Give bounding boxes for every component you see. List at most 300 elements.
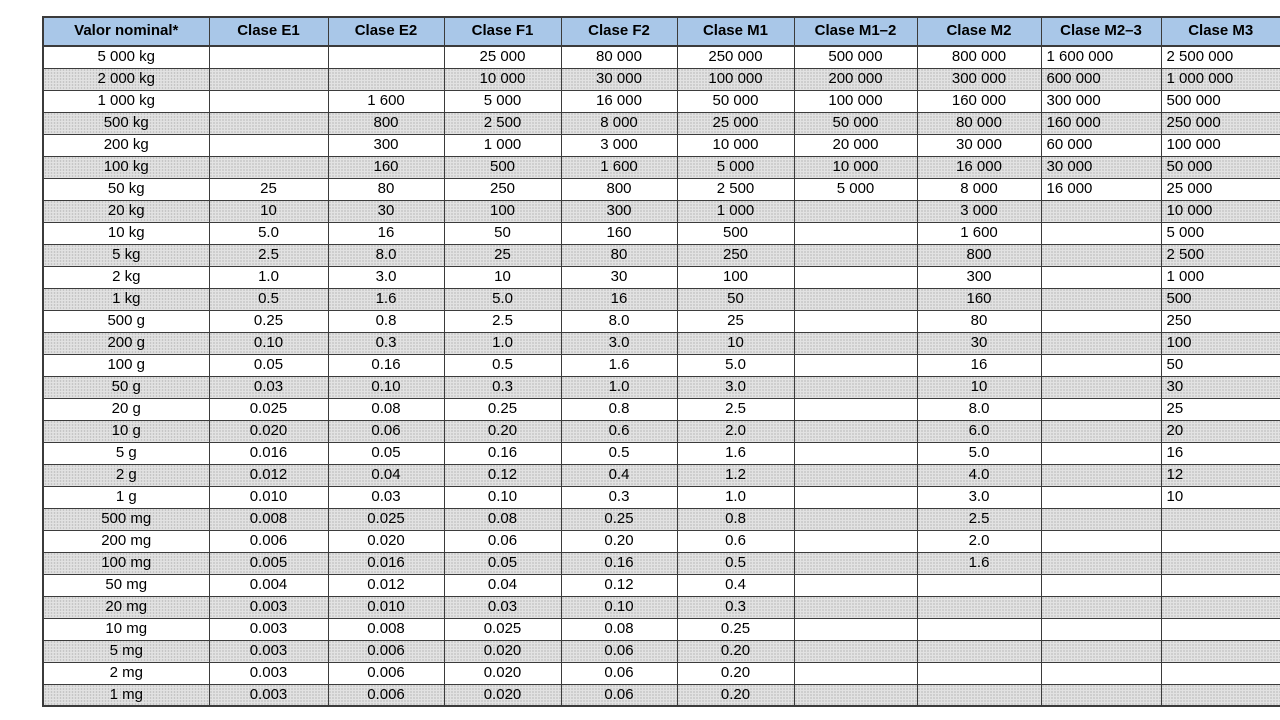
tolerance-value-cell: 25 bbox=[209, 178, 328, 200]
tolerance-value-cell: 30 000 bbox=[917, 134, 1041, 156]
tolerance-value-cell: 1.0 bbox=[209, 266, 328, 288]
tolerance-value-cell: 1.6 bbox=[561, 354, 677, 376]
tolerance-value-cell: 30 bbox=[1161, 376, 1280, 398]
tolerance-value-cell: 0.04 bbox=[328, 464, 444, 486]
tolerance-value-cell: 5.0 bbox=[917, 442, 1041, 464]
tolerance-value-cell: 500 000 bbox=[1161, 90, 1280, 112]
tolerance-value-cell: 2.5 bbox=[917, 508, 1041, 530]
nominal-value-cell: 10 g bbox=[43, 420, 209, 442]
column-header: Clase M1–2 bbox=[794, 17, 917, 46]
table-header bbox=[43, 17, 1280, 46]
tolerance-value-cell: 6.0 bbox=[917, 420, 1041, 442]
tolerance-value-cell: 0.010 bbox=[328, 596, 444, 618]
table-row bbox=[43, 288, 1280, 310]
tolerance-value-cell bbox=[794, 332, 917, 354]
tolerance-value-cell: 0.10 bbox=[561, 596, 677, 618]
tolerance-value-cell: 1.0 bbox=[677, 486, 794, 508]
nominal-value-cell: 2 g bbox=[43, 464, 209, 486]
tolerance-value-cell: 3.0 bbox=[561, 332, 677, 354]
tolerance-value-cell: 0.005 bbox=[209, 552, 328, 574]
tolerance-value-cell: 0.06 bbox=[328, 420, 444, 442]
table-row bbox=[43, 178, 1280, 200]
nominal-value-cell: 200 kg bbox=[43, 134, 209, 156]
tolerance-value-cell bbox=[794, 420, 917, 442]
tolerance-value-cell: 8.0 bbox=[561, 310, 677, 332]
tolerance-value-cell: 250 000 bbox=[677, 46, 794, 68]
tolerance-value-cell bbox=[209, 112, 328, 134]
tolerance-value-cell: 300 bbox=[328, 134, 444, 156]
tolerance-value-cell: 10 bbox=[677, 332, 794, 354]
tolerance-value-cell bbox=[1161, 552, 1280, 574]
nominal-value-cell: 1 000 kg bbox=[43, 90, 209, 112]
column-header: Clase E2 bbox=[328, 17, 444, 46]
tolerance-value-cell: 200 000 bbox=[794, 68, 917, 90]
tolerance-value-cell: 0.05 bbox=[328, 442, 444, 464]
tolerance-value-cell: 0.025 bbox=[328, 508, 444, 530]
tolerance-value-cell: 600 000 bbox=[1041, 68, 1161, 90]
tolerance-value-cell: 50 000 bbox=[677, 90, 794, 112]
tolerance-value-cell: 10 000 bbox=[1161, 200, 1280, 222]
nominal-value-cell: 500 kg bbox=[43, 112, 209, 134]
tolerance-value-cell: 300 000 bbox=[1041, 90, 1161, 112]
tolerance-value-cell bbox=[1161, 684, 1280, 706]
tolerance-value-cell: 3.0 bbox=[917, 486, 1041, 508]
tolerance-value-cell: 0.025 bbox=[444, 618, 561, 640]
tolerance-value-cell: 0.05 bbox=[444, 552, 561, 574]
tolerance-value-cell: 8.0 bbox=[328, 244, 444, 266]
tolerance-value-cell: 0.5 bbox=[444, 354, 561, 376]
tolerance-value-cell: 80 bbox=[917, 310, 1041, 332]
table-row bbox=[43, 46, 1280, 68]
tolerance-value-cell: 0.06 bbox=[561, 684, 677, 706]
column-header: Clase M2 bbox=[917, 17, 1041, 46]
tolerance-value-cell: 0.20 bbox=[677, 662, 794, 684]
tolerance-value-cell: 1 000 bbox=[677, 200, 794, 222]
tolerance-value-cell: 0.05 bbox=[209, 354, 328, 376]
tolerance-value-cell: 2.0 bbox=[917, 530, 1041, 552]
tolerance-value-cell: 80 bbox=[561, 244, 677, 266]
tolerance-value-cell: 0.10 bbox=[328, 376, 444, 398]
tolerance-value-cell bbox=[1161, 596, 1280, 618]
table-header-row bbox=[43, 17, 1280, 46]
nominal-value-cell: 2 mg bbox=[43, 662, 209, 684]
tolerance-value-cell: 800 000 bbox=[917, 46, 1041, 68]
nominal-value-cell: 50 kg bbox=[43, 178, 209, 200]
tolerance-value-cell: 12 bbox=[1161, 464, 1280, 486]
tolerance-value-cell bbox=[794, 596, 917, 618]
tolerance-value-cell: 2 500 bbox=[444, 112, 561, 134]
table-row bbox=[43, 68, 1280, 90]
tolerance-value-cell bbox=[1041, 376, 1161, 398]
tolerance-value-cell: 10 bbox=[209, 200, 328, 222]
tolerance-value-cell bbox=[1041, 288, 1161, 310]
tolerance-value-cell: 5.0 bbox=[677, 354, 794, 376]
tolerance-value-cell: 16 bbox=[328, 222, 444, 244]
tolerance-value-cell: 1.0 bbox=[561, 376, 677, 398]
tolerance-value-cell: 60 000 bbox=[1041, 134, 1161, 156]
tolerance-value-cell: 25 bbox=[1161, 398, 1280, 420]
tolerance-value-cell: 1 000 000 bbox=[1161, 68, 1280, 90]
tolerance-value-cell bbox=[1041, 508, 1161, 530]
tolerance-value-cell bbox=[328, 46, 444, 68]
table-row bbox=[43, 354, 1280, 376]
nominal-value-cell: 20 mg bbox=[43, 596, 209, 618]
weight-class-tolerance-table bbox=[42, 16, 1280, 707]
tolerance-value-cell: 5 000 bbox=[794, 178, 917, 200]
nominal-value-cell: 5 000 kg bbox=[43, 46, 209, 68]
tolerance-value-cell: 0.020 bbox=[444, 640, 561, 662]
table-row bbox=[43, 530, 1280, 552]
tolerance-value-cell bbox=[1041, 200, 1161, 222]
tolerance-value-cell: 0.20 bbox=[444, 420, 561, 442]
tolerance-value-cell: 0.6 bbox=[561, 420, 677, 442]
tolerance-value-cell: 250 bbox=[677, 244, 794, 266]
tolerance-value-cell bbox=[794, 266, 917, 288]
tolerance-value-cell: 100 bbox=[444, 200, 561, 222]
tolerance-value-cell bbox=[794, 662, 917, 684]
column-header: Clase M2–3 bbox=[1041, 17, 1161, 46]
tolerance-value-cell: 0.08 bbox=[561, 618, 677, 640]
tolerance-value-cell: 0.10 bbox=[444, 486, 561, 508]
tolerance-value-cell: 0.5 bbox=[209, 288, 328, 310]
tolerance-value-cell: 0.008 bbox=[209, 508, 328, 530]
tolerance-value-cell: 160 bbox=[561, 222, 677, 244]
tolerance-value-cell: 16 bbox=[561, 288, 677, 310]
column-header: Clase F1 bbox=[444, 17, 561, 46]
tolerance-value-cell: 0.3 bbox=[677, 596, 794, 618]
tolerance-value-cell: 2.0 bbox=[677, 420, 794, 442]
tolerance-value-cell: 500 bbox=[444, 156, 561, 178]
table-row bbox=[43, 596, 1280, 618]
tolerance-value-cell: 160 000 bbox=[917, 90, 1041, 112]
tolerance-value-cell bbox=[1161, 640, 1280, 662]
tolerance-value-cell: 1 600 000 bbox=[1041, 46, 1161, 68]
tolerance-value-cell: 16 000 bbox=[1041, 178, 1161, 200]
tolerance-value-cell: 0.003 bbox=[209, 662, 328, 684]
table-row bbox=[43, 134, 1280, 156]
tolerance-value-cell bbox=[328, 68, 444, 90]
tolerance-value-cell: 0.10 bbox=[209, 332, 328, 354]
nominal-value-cell: 20 g bbox=[43, 398, 209, 420]
tolerance-value-cell: 0.03 bbox=[328, 486, 444, 508]
nominal-value-cell: 500 g bbox=[43, 310, 209, 332]
table-row bbox=[43, 310, 1280, 332]
tolerance-value-cell bbox=[1041, 398, 1161, 420]
tolerance-value-cell: 30 000 bbox=[1041, 156, 1161, 178]
tolerance-value-cell: 0.016 bbox=[328, 552, 444, 574]
tolerance-value-cell: 50 bbox=[444, 222, 561, 244]
tolerance-value-cell: 250 bbox=[1161, 310, 1280, 332]
tolerance-value-cell: 0.3 bbox=[444, 376, 561, 398]
tolerance-value-cell bbox=[1041, 486, 1161, 508]
tolerance-value-cell bbox=[209, 90, 328, 112]
tolerance-value-cell: 300 000 bbox=[917, 68, 1041, 90]
tolerance-value-cell: 800 bbox=[917, 244, 1041, 266]
tolerance-value-cell bbox=[1041, 464, 1161, 486]
tolerance-value-cell: 0.003 bbox=[209, 596, 328, 618]
tolerance-value-cell: 80 bbox=[328, 178, 444, 200]
tolerance-value-cell: 5 000 bbox=[1161, 222, 1280, 244]
tolerance-value-cell: 0.25 bbox=[444, 398, 561, 420]
tolerance-value-cell: 20 bbox=[1161, 420, 1280, 442]
column-header: Clase M1 bbox=[677, 17, 794, 46]
tolerance-value-cell: 3 000 bbox=[917, 200, 1041, 222]
tolerance-value-cell: 0.08 bbox=[444, 508, 561, 530]
tolerance-value-cell: 250 bbox=[444, 178, 561, 200]
tolerance-value-cell: 50 000 bbox=[794, 112, 917, 134]
table-row bbox=[43, 662, 1280, 684]
tolerance-value-cell: 0.8 bbox=[561, 398, 677, 420]
tolerance-value-cell: 0.06 bbox=[561, 640, 677, 662]
tolerance-value-cell: 0.12 bbox=[444, 464, 561, 486]
tolerance-value-cell: 0.004 bbox=[209, 574, 328, 596]
tolerance-value-cell: 2 500 bbox=[1161, 244, 1280, 266]
tolerance-value-cell: 0.16 bbox=[328, 354, 444, 376]
tolerance-value-cell: 160 000 bbox=[1041, 112, 1161, 134]
tolerance-value-cell bbox=[1041, 354, 1161, 376]
tolerance-value-cell bbox=[794, 376, 917, 398]
tolerance-value-cell bbox=[794, 530, 917, 552]
tolerance-value-cell: 10 bbox=[1161, 486, 1280, 508]
nominal-value-cell: 100 g bbox=[43, 354, 209, 376]
tolerance-value-cell bbox=[794, 552, 917, 574]
table-row bbox=[43, 266, 1280, 288]
tolerance-value-cell: 25 000 bbox=[677, 112, 794, 134]
tolerance-value-cell: 1.0 bbox=[444, 332, 561, 354]
tolerance-value-cell bbox=[794, 464, 917, 486]
tolerance-value-cell: 0.12 bbox=[561, 574, 677, 596]
tolerance-value-cell: 1 600 bbox=[561, 156, 677, 178]
tolerance-value-cell bbox=[1041, 596, 1161, 618]
tolerance-value-cell: 80 000 bbox=[561, 46, 677, 68]
tolerance-value-cell bbox=[1161, 618, 1280, 640]
nominal-value-cell: 2 000 kg bbox=[43, 68, 209, 90]
tolerance-value-cell: 30 bbox=[561, 266, 677, 288]
tolerance-value-cell: 0.16 bbox=[561, 552, 677, 574]
table-row bbox=[43, 420, 1280, 442]
table-row bbox=[43, 486, 1280, 508]
tolerance-value-cell: 10 bbox=[444, 266, 561, 288]
tolerance-value-cell bbox=[1041, 552, 1161, 574]
tolerance-value-cell: 8 000 bbox=[561, 112, 677, 134]
tolerance-value-cell: 500 bbox=[1161, 288, 1280, 310]
tolerance-value-cell: 25 bbox=[677, 310, 794, 332]
table-row bbox=[43, 442, 1280, 464]
tolerance-value-cell bbox=[794, 310, 917, 332]
nominal-value-cell: 100 kg bbox=[43, 156, 209, 178]
nominal-value-cell: 10 mg bbox=[43, 618, 209, 640]
table-row bbox=[43, 200, 1280, 222]
tolerance-value-cell: 1.6 bbox=[677, 442, 794, 464]
tolerance-value-cell: 8 000 bbox=[917, 178, 1041, 200]
tolerance-value-cell bbox=[917, 662, 1041, 684]
tolerance-value-cell: 100 bbox=[1161, 332, 1280, 354]
table-row bbox=[43, 222, 1280, 244]
tolerance-value-cell: 3 000 bbox=[561, 134, 677, 156]
tolerance-value-cell: 0.4 bbox=[561, 464, 677, 486]
tolerance-value-cell: 0.5 bbox=[677, 552, 794, 574]
nominal-value-cell: 1 g bbox=[43, 486, 209, 508]
tolerance-value-cell: 500 000 bbox=[794, 46, 917, 68]
tolerance-value-cell: 0.16 bbox=[444, 442, 561, 464]
tolerance-value-cell bbox=[794, 244, 917, 266]
nominal-value-cell: 1 kg bbox=[43, 288, 209, 310]
tolerance-value-cell bbox=[794, 222, 917, 244]
tolerance-value-cell: 0.25 bbox=[677, 618, 794, 640]
tolerance-value-cell: 3.0 bbox=[328, 266, 444, 288]
tolerance-value-cell bbox=[794, 398, 917, 420]
tolerance-value-cell bbox=[1161, 508, 1280, 530]
nominal-value-cell: 20 kg bbox=[43, 200, 209, 222]
tolerance-value-cell: 0.020 bbox=[444, 684, 561, 706]
tolerance-value-cell: 3.0 bbox=[677, 376, 794, 398]
tolerance-value-cell bbox=[794, 574, 917, 596]
tolerance-value-cell: 0.012 bbox=[328, 574, 444, 596]
nominal-value-cell: 50 g bbox=[43, 376, 209, 398]
tolerance-value-cell: 2.5 bbox=[444, 310, 561, 332]
tolerance-value-cell: 250 000 bbox=[1161, 112, 1280, 134]
tolerance-value-cell: 10 000 bbox=[677, 134, 794, 156]
tolerance-value-cell bbox=[917, 596, 1041, 618]
tolerance-value-cell bbox=[209, 46, 328, 68]
table-row bbox=[43, 156, 1280, 178]
tolerance-value-cell: 1.6 bbox=[328, 288, 444, 310]
table-row bbox=[43, 464, 1280, 486]
tolerance-value-cell: 500 bbox=[677, 222, 794, 244]
tolerance-value-cell: 0.06 bbox=[444, 530, 561, 552]
tolerance-value-cell: 0.06 bbox=[561, 662, 677, 684]
tolerance-value-cell bbox=[1041, 640, 1161, 662]
tolerance-value-cell: 0.012 bbox=[209, 464, 328, 486]
tolerance-value-cell: 1 600 bbox=[328, 90, 444, 112]
table-row bbox=[43, 552, 1280, 574]
tolerance-value-cell bbox=[209, 134, 328, 156]
tolerance-value-cell bbox=[1041, 662, 1161, 684]
tolerance-value-cell: 0.025 bbox=[209, 398, 328, 420]
tolerance-value-cell: 5 000 bbox=[444, 90, 561, 112]
nominal-value-cell: 500 mg bbox=[43, 508, 209, 530]
tolerance-value-cell: 100 000 bbox=[794, 90, 917, 112]
tolerance-value-cell: 10 000 bbox=[444, 68, 561, 90]
tolerance-value-cell bbox=[794, 200, 917, 222]
tolerance-value-cell: 0.3 bbox=[561, 486, 677, 508]
tolerance-value-cell: 1 000 bbox=[444, 134, 561, 156]
tolerance-value-cell: 160 bbox=[917, 288, 1041, 310]
tolerance-value-cell: 1 000 bbox=[1161, 266, 1280, 288]
tolerance-value-cell bbox=[1041, 574, 1161, 596]
tolerance-value-cell: 4.0 bbox=[917, 464, 1041, 486]
tolerance-value-cell: 50 bbox=[1161, 354, 1280, 376]
tolerance-value-cell: 0.008 bbox=[328, 618, 444, 640]
tolerance-value-cell: 1.2 bbox=[677, 464, 794, 486]
table-row bbox=[43, 244, 1280, 266]
tolerance-value-cell: 100 000 bbox=[677, 68, 794, 90]
tolerance-value-cell: 50 000 bbox=[1161, 156, 1280, 178]
tolerance-value-cell: 16 bbox=[1161, 442, 1280, 464]
column-header: Clase E1 bbox=[209, 17, 328, 46]
table-row bbox=[43, 112, 1280, 134]
tolerance-value-cell: 1.6 bbox=[917, 552, 1041, 574]
tolerance-value-cell bbox=[917, 640, 1041, 662]
tolerance-value-cell bbox=[917, 574, 1041, 596]
tolerance-value-cell: 30 bbox=[328, 200, 444, 222]
tolerance-value-cell: 25 000 bbox=[1161, 178, 1280, 200]
tolerance-value-cell: 0.006 bbox=[328, 640, 444, 662]
tolerance-value-cell bbox=[794, 288, 917, 310]
tolerance-value-cell: 20 000 bbox=[794, 134, 917, 156]
tolerance-value-cell: 50 bbox=[677, 288, 794, 310]
tolerance-value-cell bbox=[794, 640, 917, 662]
tolerance-value-cell: 0.003 bbox=[209, 684, 328, 706]
tolerance-value-cell bbox=[917, 618, 1041, 640]
tolerance-value-cell: 5.0 bbox=[209, 222, 328, 244]
tolerance-value-cell: 0.20 bbox=[561, 530, 677, 552]
tolerance-value-cell: 0.4 bbox=[677, 574, 794, 596]
tolerance-value-cell: 0.5 bbox=[561, 442, 677, 464]
table-row bbox=[43, 398, 1280, 420]
tolerance-value-cell bbox=[794, 684, 917, 706]
nominal-value-cell: 100 mg bbox=[43, 552, 209, 574]
tolerance-value-cell: 10 000 bbox=[794, 156, 917, 178]
tolerance-value-cell bbox=[1161, 662, 1280, 684]
tolerance-value-cell: 0.003 bbox=[209, 618, 328, 640]
tolerance-value-cell bbox=[1041, 244, 1161, 266]
tolerance-value-cell bbox=[1161, 574, 1280, 596]
tolerance-value-cell: 1 600 bbox=[917, 222, 1041, 244]
tolerance-value-cell: 0.6 bbox=[677, 530, 794, 552]
nominal-value-cell: 5 g bbox=[43, 442, 209, 464]
tolerance-value-cell bbox=[1041, 530, 1161, 552]
tolerance-value-cell: 0.020 bbox=[328, 530, 444, 552]
table-row bbox=[43, 376, 1280, 398]
tolerance-value-cell: 0.003 bbox=[209, 640, 328, 662]
tolerance-value-cell: 100 bbox=[677, 266, 794, 288]
tolerance-value-cell: 30 000 bbox=[561, 68, 677, 90]
tolerance-value-cell: 0.20 bbox=[677, 640, 794, 662]
tolerance-value-cell: 0.8 bbox=[328, 310, 444, 332]
tolerance-value-cell: 16 000 bbox=[917, 156, 1041, 178]
tolerance-value-cell: 0.010 bbox=[209, 486, 328, 508]
tolerance-value-cell: 0.25 bbox=[209, 310, 328, 332]
nominal-value-cell: 200 g bbox=[43, 332, 209, 354]
table-row bbox=[43, 90, 1280, 112]
nominal-value-cell: 1 mg bbox=[43, 684, 209, 706]
nominal-value-cell: 5 kg bbox=[43, 244, 209, 266]
tolerance-value-cell: 0.03 bbox=[209, 376, 328, 398]
tolerance-value-cell bbox=[1041, 266, 1161, 288]
tolerance-value-cell bbox=[917, 684, 1041, 706]
nominal-value-cell: 50 mg bbox=[43, 574, 209, 596]
tolerance-value-cell: 300 bbox=[917, 266, 1041, 288]
tolerance-value-cell bbox=[209, 156, 328, 178]
column-header: Clase M3 bbox=[1161, 17, 1280, 46]
tolerance-value-cell bbox=[794, 486, 917, 508]
table-row bbox=[43, 640, 1280, 662]
tolerance-value-cell: 16 000 bbox=[561, 90, 677, 112]
tolerance-value-cell: 0.006 bbox=[328, 684, 444, 706]
table-row bbox=[43, 332, 1280, 354]
tolerance-value-cell bbox=[794, 442, 917, 464]
tolerance-value-cell bbox=[1041, 618, 1161, 640]
tolerance-value-cell: 0.020 bbox=[209, 420, 328, 442]
tolerance-value-cell: 0.006 bbox=[209, 530, 328, 552]
tolerance-value-cell: 25 bbox=[444, 244, 561, 266]
tolerance-value-cell: 160 bbox=[328, 156, 444, 178]
table-row bbox=[43, 574, 1280, 596]
tolerance-value-cell: 80 000 bbox=[917, 112, 1041, 134]
tolerance-value-cell: 25 000 bbox=[444, 46, 561, 68]
tolerance-value-cell: 800 bbox=[328, 112, 444, 134]
